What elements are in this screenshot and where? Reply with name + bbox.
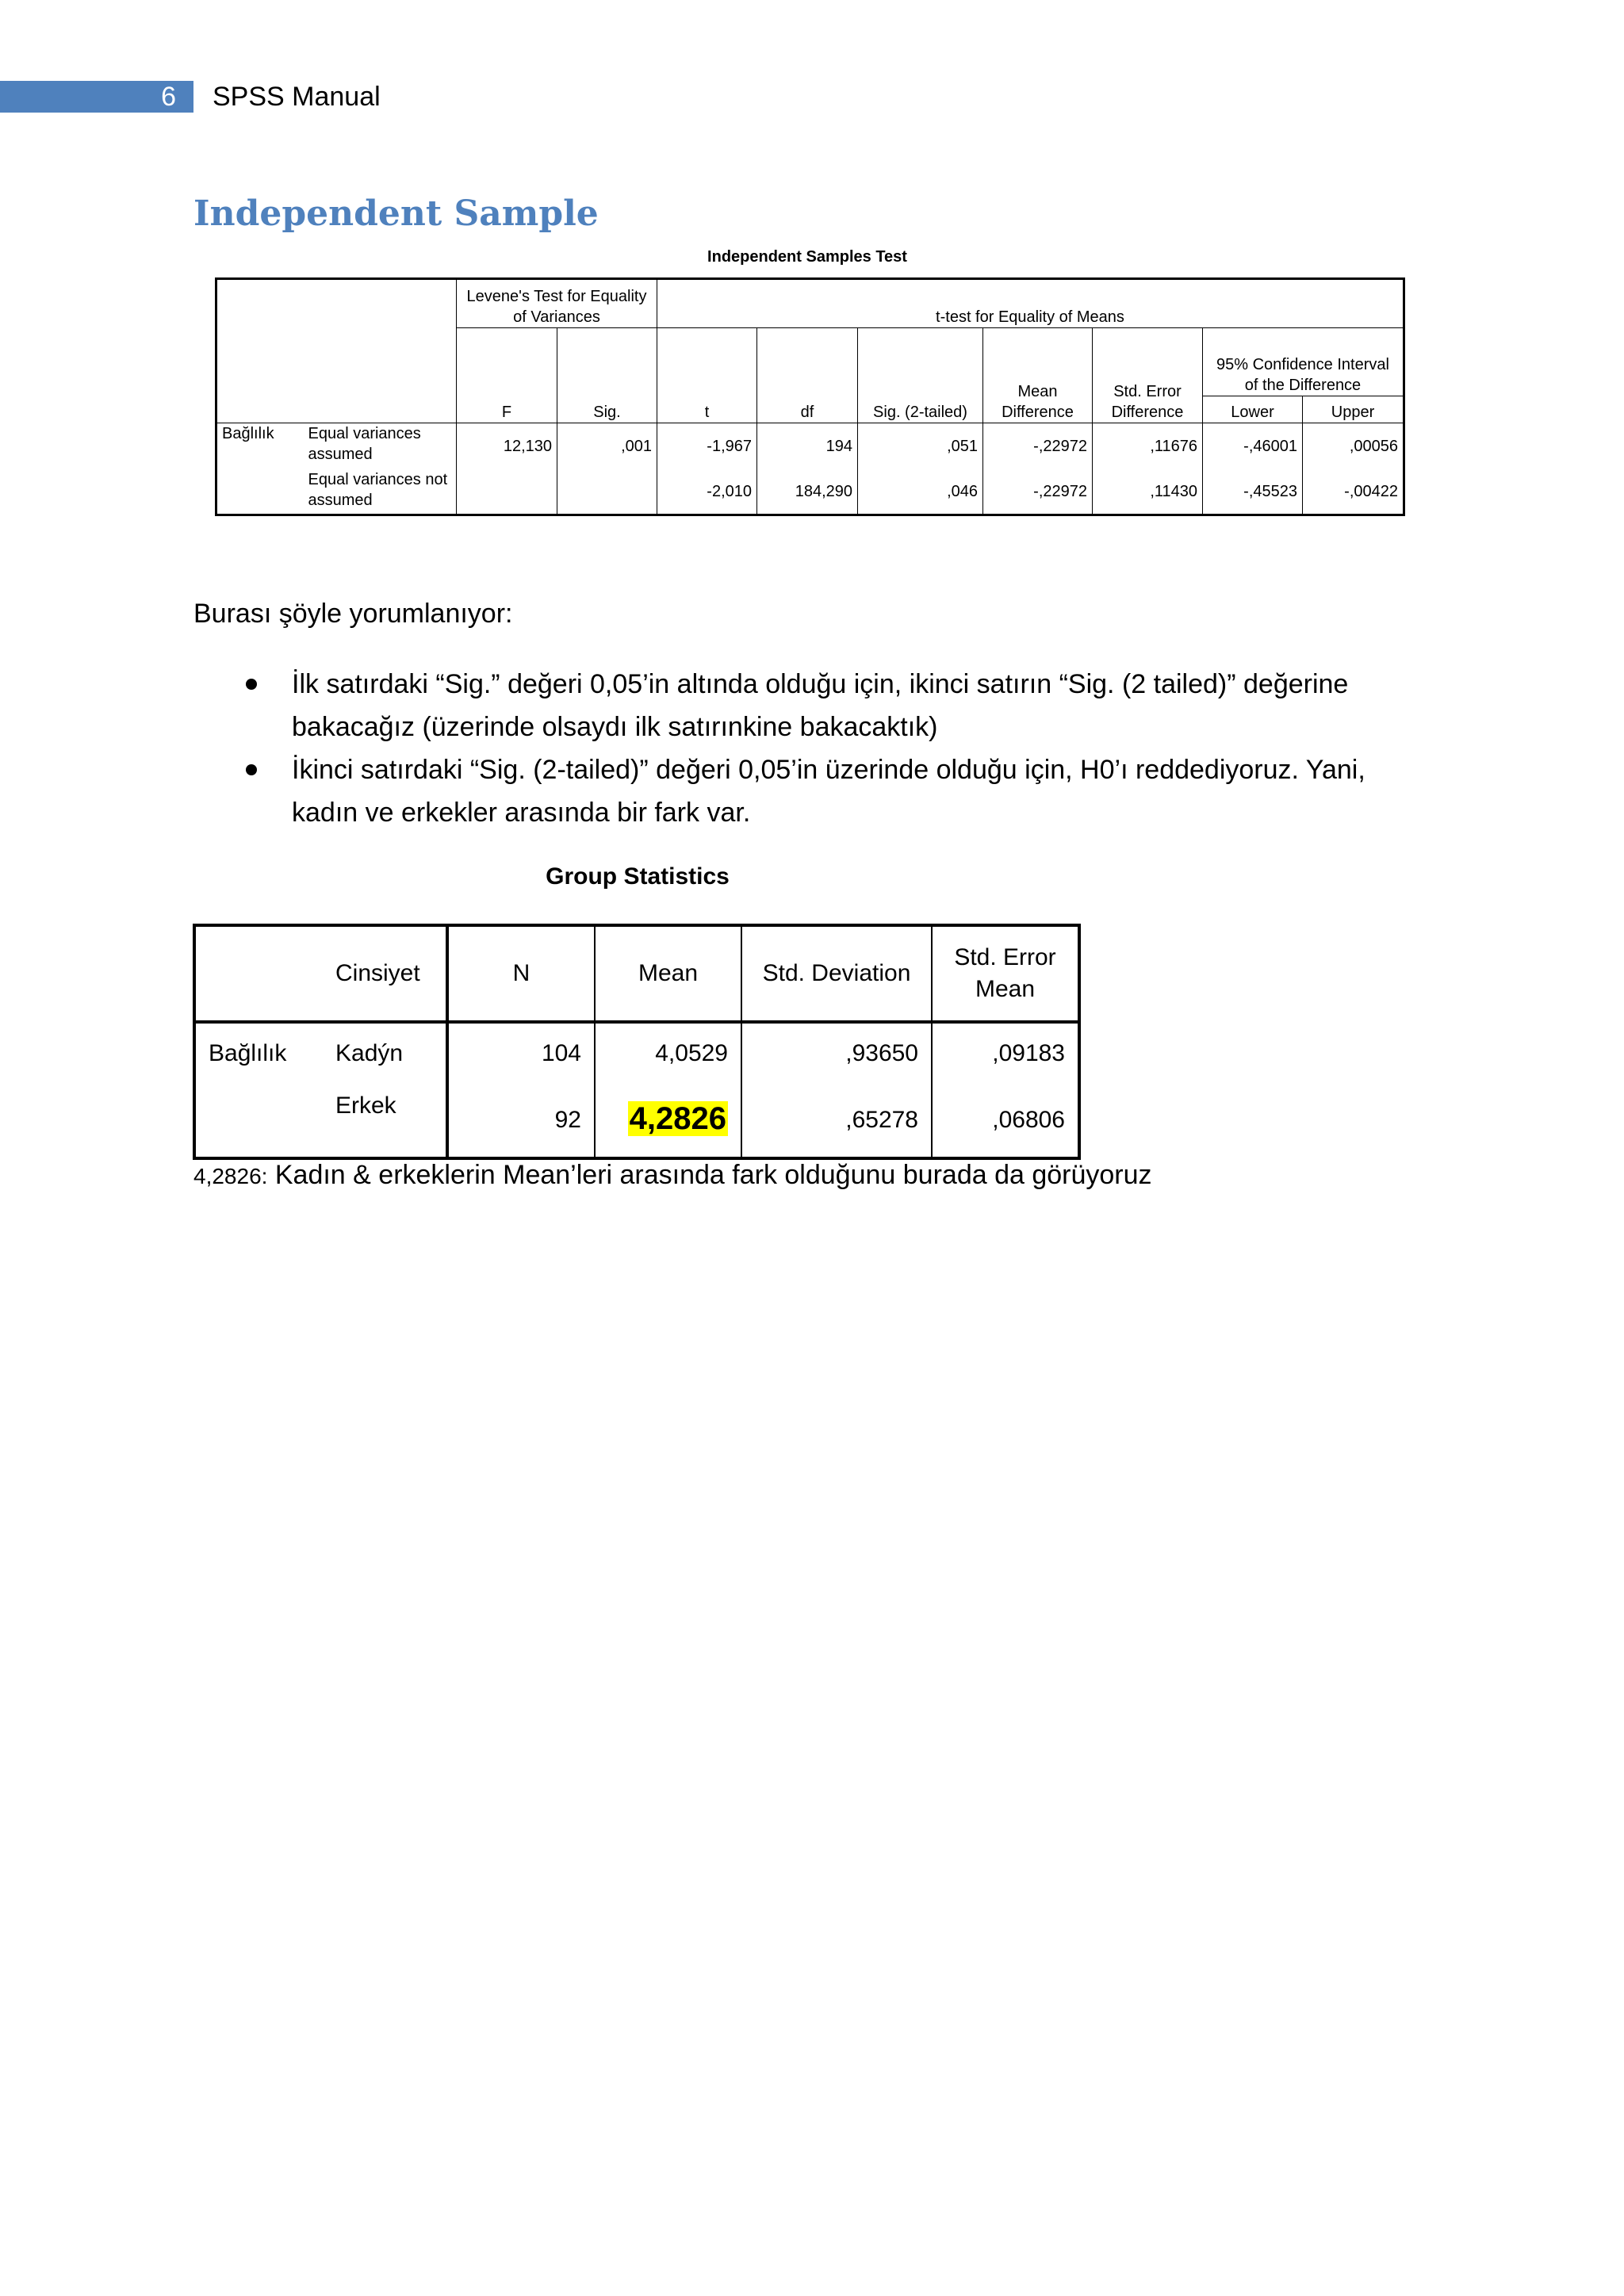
cell-std-deviation: ,93650 — [741, 1022, 932, 1084]
col-header-lower: Lower — [1203, 396, 1303, 423]
bullet-icon — [246, 764, 257, 775]
cell-sig-2-tailed: ,046 — [858, 469, 983, 515]
col-header-std-error-mean: Std. Error Mean — [932, 925, 1079, 1022]
cell-f — [457, 469, 557, 515]
variable-label-blank — [194, 1084, 323, 1158]
cell-std-deviation: ,65278 — [741, 1084, 932, 1158]
corner-cell — [304, 279, 457, 423]
cell-std-error-difference: ,11430 — [1093, 469, 1203, 515]
col-header-group: Cinsiyet — [323, 925, 447, 1022]
col-header-n: N — [447, 925, 595, 1022]
levene-header: Levene's Test for Equality of Variances — [457, 279, 657, 328]
group-label: Erkek — [323, 1084, 447, 1158]
cell-upper: ,00056 — [1303, 423, 1404, 469]
row-label: Equal variances assumed — [304, 423, 457, 469]
cell-sig: ,001 — [557, 423, 657, 469]
bullet-icon — [246, 679, 257, 690]
document-title: SPSS Manual — [213, 82, 381, 112]
col-header-f: F — [457, 328, 557, 423]
bullet-list — [238, 663, 1411, 834]
bullet-text: İlk satırdaki “Sig.” değeri 0,05’in altında olduğu için, ikinci satırın “Sig. (2 tailed)” değerine bakacağız (üzerinde olsaydı ilk satırınkine bakacaktık) — [292, 669, 1349, 742]
corner-cell — [216, 279, 304, 423]
group-statistics-table — [193, 924, 1081, 1160]
group-label: Kadýn — [323, 1022, 447, 1084]
page-number-badge: 6 — [0, 81, 193, 113]
cell-n: 92 — [447, 1084, 595, 1158]
cell-df: 194 — [757, 423, 858, 469]
cell-mean — [595, 1084, 741, 1158]
variable-label: Bağlılık — [194, 1022, 323, 1084]
section-title: Independent Sample — [193, 193, 599, 234]
col-header-sig: Sig. — [557, 328, 657, 423]
col-header-t: t — [657, 328, 757, 423]
cell-sig — [557, 469, 657, 515]
col-header-sig-2-tailed: Sig. (2-tailed) — [858, 328, 983, 423]
cell-mean-difference: -,22972 — [983, 469, 1093, 515]
col-header-df: df — [757, 328, 858, 423]
col-header-std-error-difference: Std. Error Difference — [1093, 328, 1203, 423]
ci-header: 95% Confidence Interval of the Difference — [1203, 328, 1404, 396]
cell-lower: -,45523 — [1203, 469, 1303, 515]
corner-cell — [194, 925, 323, 1022]
independent-samples-table — [215, 277, 1405, 516]
cell-mean: 4,0529 — [595, 1022, 741, 1084]
cell-std-error-difference: ,11676 — [1093, 423, 1203, 469]
caption-value: 4,2826: — [193, 1164, 268, 1188]
list-item — [238, 748, 1411, 834]
cell-n: 104 — [447, 1022, 595, 1084]
row-label: Equal variances not assumed — [304, 469, 457, 515]
col-header-mean: Mean — [595, 925, 741, 1022]
cell-f: 12,130 — [457, 423, 557, 469]
table-title: Independent Samples Test — [707, 248, 907, 266]
list-item — [238, 663, 1411, 748]
col-header-std-deviation: Std. Deviation — [741, 925, 932, 1022]
interpretation-intro: Burası şöyle yorumlanıyor: — [193, 599, 513, 629]
cell-lower: -,46001 — [1203, 423, 1303, 469]
variable-label: Bağlılık — [216, 423, 304, 515]
col-header-upper: Upper — [1303, 396, 1404, 423]
cell-std-error-mean: ,09183 — [932, 1022, 1079, 1084]
cell-mean-difference: -,22972 — [983, 423, 1093, 469]
group-statistics-title: Group Statistics — [546, 863, 730, 890]
cell-t: -1,967 — [657, 423, 757, 469]
cell-t: -2,010 — [657, 469, 757, 515]
highlighted-mean: 4,2826 — [629, 1101, 726, 1136]
cell-upper: -,00422 — [1303, 469, 1404, 515]
bullet-text: İkinci satırdaki “Sig. (2-tailed)” değeri 0,05’in üzerinde olduğu için, H0’ı reddediyoruz. Yani, kadın ve erkekler arasında bir fark var. — [292, 755, 1365, 828]
cell-std-error-mean: ,06806 — [932, 1084, 1079, 1158]
caption — [193, 1158, 1152, 1194]
cell-sig-2-tailed: ,051 — [858, 423, 983, 469]
col-header-mean-difference: Mean Difference — [983, 328, 1093, 423]
caption-text: Kadın & erkeklerin Mean’leri arasında fark olduğunu burada da görüyoruz — [267, 1160, 1152, 1190]
ttest-header: t-test for Equality of Means — [657, 279, 1404, 328]
cell-df: 184,290 — [757, 469, 858, 515]
